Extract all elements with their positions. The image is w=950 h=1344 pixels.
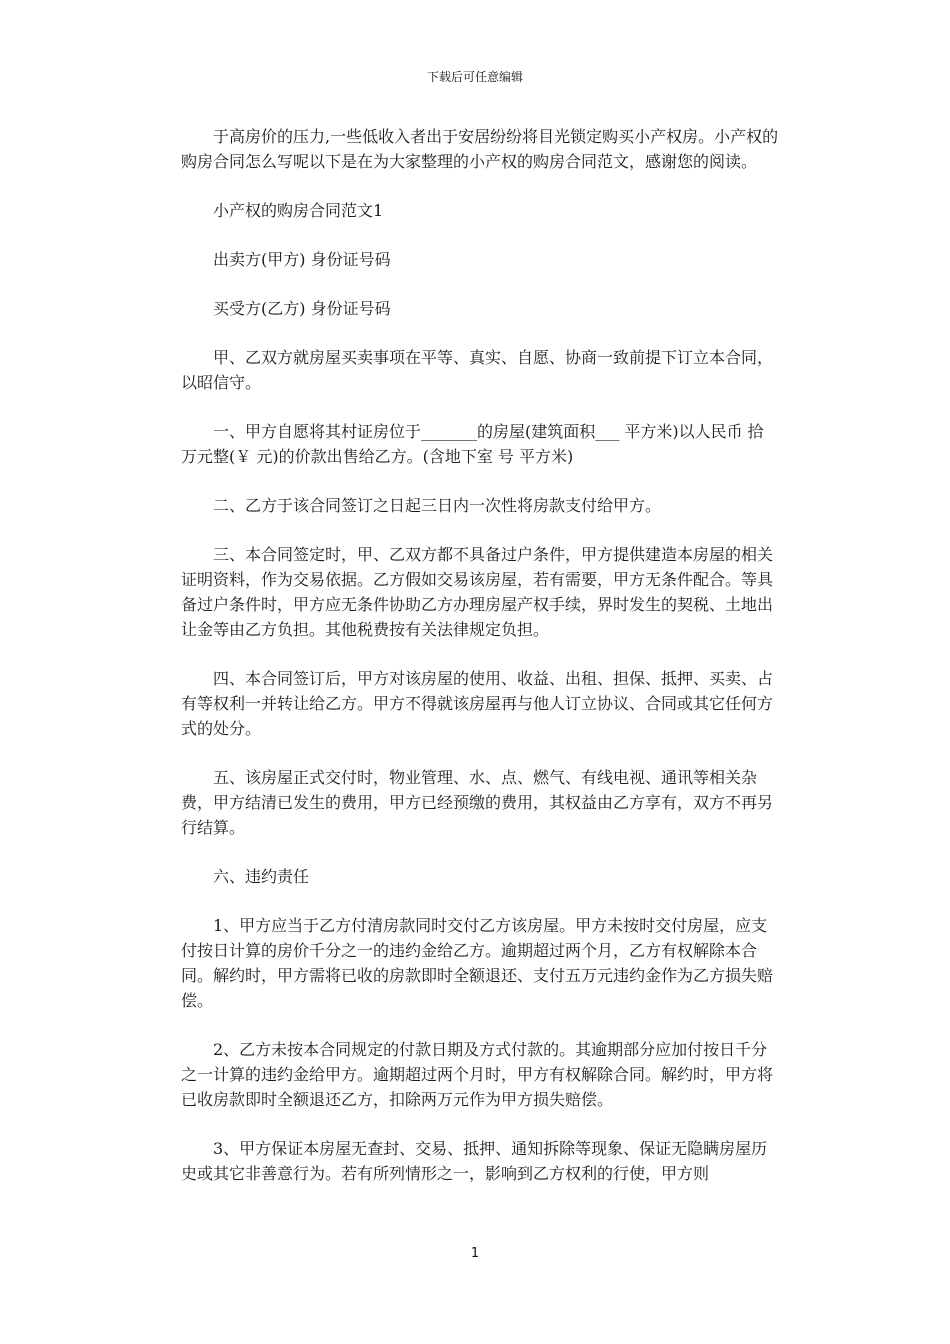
paragraph-sample-title: 小产权的购房合同范文1	[213, 201, 384, 220]
paragraph-clause-4: 四、本合同签订后，甲方对该房屋的使用、收益、出租、担保、抵押、买卖、占有等权利一并转让给乙方。甲方不得就该房屋再与他人订立协议、合同或其它任何方式的处分。	[181, 669, 774, 738]
paragraph-liability-2: 2、乙方未按本合同规定的付款日期及方式付款的。其逾期部分应加付按日千分之一计算的违约金给甲方。逾期超过两个月时，甲方有权解除合同。解约时，甲方将已收房款即时全额退还乙方，扣除两万元作为甲方损失赔偿。	[181, 1040, 774, 1109]
paragraph-liability-1: 1、甲方应当于乙方付清房款同时交付乙方该房屋。甲方未按时交付房屋，应支付按日计算的房价千分之一的违约金给乙方。逾期超过两个月，乙方有权解除本合同。解约时，甲方需将已收的房款即时全额退还、支付五万元违约金作为乙方损失赔偿。	[181, 916, 774, 1010]
paragraph-clause-2: 二、乙方于该合同签订之日起三日内一次性将房款支付给甲方。	[213, 496, 662, 515]
document-body	[181, 124, 781, 1210]
paragraph-liability-3: 3、甲方保证本房屋无查封、交易、抵押、通知拆除等现象、保证无隐瞒房屋历史或其它非善意行为。若有所列情形之一，影响到乙方权利的行使，甲方则	[181, 1139, 768, 1183]
paragraph-section-heading: 六、违约责任	[213, 867, 310, 886]
paragraph-seller-line: 出卖方(甲方) 身份证号码	[213, 250, 391, 269]
header-note: 下载后可任意编辑	[426, 70, 523, 84]
paragraph-buyer-line: 买受方(乙方) 身份证号码	[213, 299, 391, 318]
paragraph-intro: 于高房价的压力,一些低收入者出于安居纷纷将目光锁定购买小产权房。小产权的购房合同怎么写呢以下是在为大家整理的小产权的购房合同范文，感谢您的阅读。	[181, 127, 779, 171]
page-number: 1	[470, 1246, 480, 1261]
paragraph-clause-5: 五、该房屋正式交付时，物业管理、水、点、燃气、有线电视、通讯等相关杂费，甲方结清已发生的费用，甲方已经预缴的费用，其权益由乙方享有，双方不再另行结算。	[181, 768, 774, 837]
paragraph-clause-1: 一、甲方自愿将其村证房位于_______的房屋(建筑面积___ 平方米)以人民币 拾 万元整(￥ 元)的价款出售给乙方。(含地下室 号 平方米)	[181, 422, 769, 466]
paragraph-agreement-statement: 甲、乙双方就房屋买卖事项在平等、真实、自愿、协商一致前提下订立本合同，以昭信守。	[181, 348, 774, 392]
paragraph-clause-3: 三、本合同签定时，甲、乙双方都不具备过户条件，甲方提供建造本房屋的相关证明资料，作为交易依据。乙方假如交易该房屋，若有需要，甲方无条件配合。等具备过户条件时，甲方应无条件协助乙方办理房屋产权手续，界时发生的契税、土地出让金等由乙方负担。其他税费按有关法律规定负担。	[181, 545, 774, 639]
